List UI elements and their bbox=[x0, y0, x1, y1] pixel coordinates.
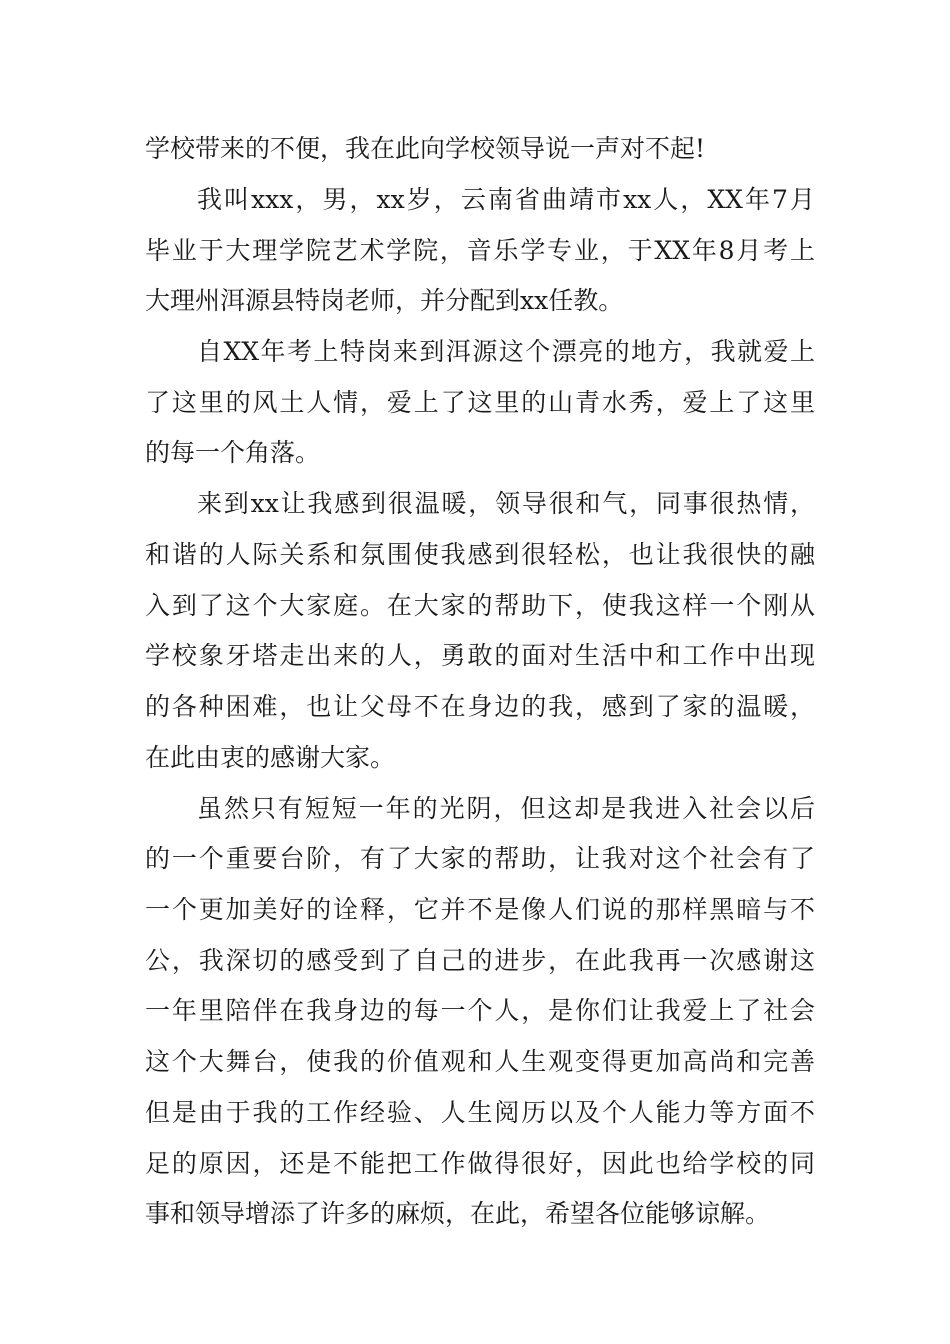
text-line: 这个大舞台，使我的价值观和人生观变得更加高尚和完善 bbox=[145, 1047, 815, 1076]
text-line: 自XX年考上特岗来到洱源这个漂亮的地方，我就爱上 bbox=[197, 337, 815, 366]
text-line: 入到了这个大家庭。在大家的帮助下，使我这样一个刚从 bbox=[145, 591, 815, 620]
text-line: 的每一个角落。 bbox=[145, 438, 321, 467]
text-line: 在此由衷的感谢大家。 bbox=[145, 743, 396, 772]
text-line: 足的原因，还是不能把工作做得很好，因此也给学校的同 bbox=[145, 1149, 815, 1178]
text-line: 虽然只有短短一年的光阴，但这却是我进入社会以后 bbox=[197, 794, 815, 823]
text-line: 我叫xxx，男，xx岁，云南省曲靖市xx人，XX年7月 bbox=[197, 185, 815, 214]
text-line: 了这里的风土人情，爱上了这里的山青水秀，爱上了这里 bbox=[145, 388, 815, 417]
text-line: 来到xx让我感到很温暖，领导很和气，同事很热情， bbox=[197, 489, 815, 518]
text-line: 的一个重要台阶，有了大家的帮助，让我对这个社会有了 bbox=[145, 844, 815, 873]
text-line: 公，我深切的感受到了自己的进步，在此我再一次感谢这 bbox=[145, 946, 815, 975]
text-line: 学校带来的不便，我在此向学校领导说一声对不起! bbox=[145, 134, 706, 163]
text-line: 大理州洱源县特岗老师，并分配到xx任教。 bbox=[145, 286, 624, 315]
text-line: 但是由于我的工作经验、人生阅历以及个人能力等方面不 bbox=[145, 1098, 815, 1127]
text-line: 一年里陪伴在我身边的每一个人，是你们让我爱上了社会 bbox=[145, 996, 815, 1025]
text-line: 事和领导增添了许多的麻烦，在此，希望各位能够谅解。 bbox=[145, 1199, 771, 1228]
text-line: 毕业于大理学院艺术学院，音乐学专业，于XX年8月考上 bbox=[145, 236, 815, 265]
text-line: 和谐的人际关系和氛围使我感到很轻松，也让我很快的融 bbox=[145, 540, 815, 569]
text-line: 一个更加美好的诠释，它并不是像人们说的那样黑暗与不 bbox=[145, 895, 815, 924]
text-line: 的各种困难，也让父母不在身边的我，感到了家的温暖， bbox=[145, 692, 815, 721]
text-line: 学校象牙塔走出来的人，勇敢的面对生活中和工作中出现 bbox=[145, 641, 815, 670]
